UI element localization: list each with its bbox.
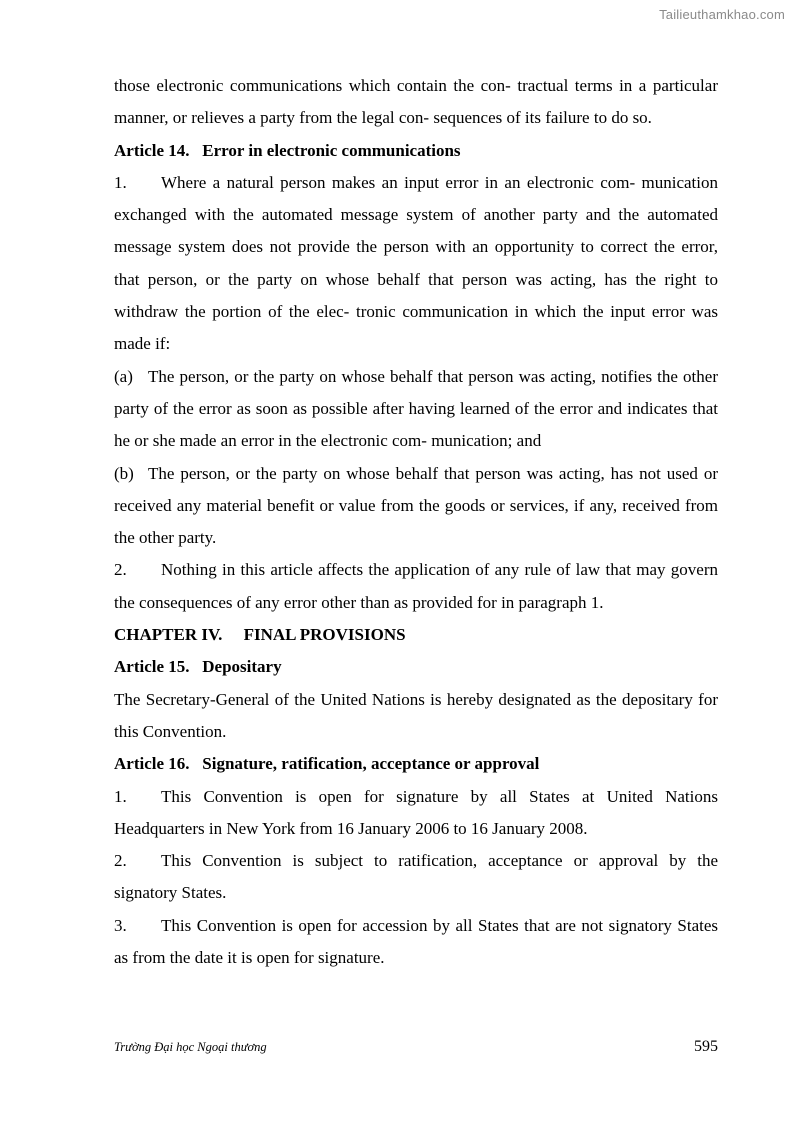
watermark-text: Tailieuthamkhao.com <box>659 7 785 22</box>
article-15-text: The Secretary-General of the United Nations is hereby designated as the depositary for this Convention. <box>114 689 718 741</box>
item-text: The person, or the party on whose behalf that person was acting, has not used or received any material benefit or value from the goods or services, if any, received from the other party. <box>114 463 718 548</box>
para-text: This Convention is subject to ratification, acceptance or approval by the signatory States. <box>114 851 718 903</box>
para-text: This Convention is open for accession by all States that are not signatory States as from the date it is open for signature. <box>114 915 718 968</box>
document-body <box>114 70 718 974</box>
chapter-4-heading: CHAPTER IV. FINAL PROVISIONS <box>114 625 406 645</box>
item-label: (a) <box>114 366 133 386</box>
para-number: 1. <box>114 172 127 192</box>
article-14-para-2 <box>114 554 718 619</box>
paragraph-continuation: those electronic communications which contain the con- tractual terms in a particular manner, or relieves a party from the legal con- sequences of its failure to do so. <box>114 76 718 128</box>
para-text: This Convention is open for signature by all States at United Nations Headquarters in New York from 16 January 2006 to 16 January 2008. <box>114 786 718 838</box>
para-text: Where a natural person makes an input error in an electronic com- munication exchanged with the automated message system of another party and the automated message system does not provide the person with an opportunity to correct the error, that person, or the party on whose behalf that person was acting, has the right to withdraw the portion of the elec- tronic communication in which the input error was made if: <box>114 172 718 354</box>
page-number: 595 <box>694 1038 718 1055</box>
article-16-para-1 <box>114 781 718 846</box>
article-14-para-1 <box>114 167 718 361</box>
footer-school-name: Trường Đại học Ngoại thương <box>114 1040 267 1054</box>
article-15-heading: Article 15. Depositary <box>114 657 282 677</box>
article-14-heading: Article 14. Error in electronic communications <box>114 140 461 160</box>
para-text: Nothing in this article affects the application of any rule of law that may govern the consequences of any error other than as provided for in paragraph 1. <box>114 560 718 612</box>
article-14-item-a <box>114 361 718 458</box>
article-14-item-b <box>114 458 718 555</box>
item-label: (b) <box>114 463 134 483</box>
para-number: 2. <box>114 851 127 871</box>
article-16-para-2 <box>114 845 718 910</box>
para-number: 3. <box>114 915 127 935</box>
para-number: 1. <box>114 786 127 806</box>
article-16-para-3 <box>114 910 718 975</box>
item-text: The person, or the party on whose behalf that person was acting, notifies the other party of the error as soon as possible after having learned of the error and indicates that he or she made an error in the electronic com- munication; and <box>114 366 718 451</box>
para-number: 2. <box>114 560 127 580</box>
article-16-heading: Article 16. Signature, ratification, acceptance or approval <box>114 754 540 774</box>
